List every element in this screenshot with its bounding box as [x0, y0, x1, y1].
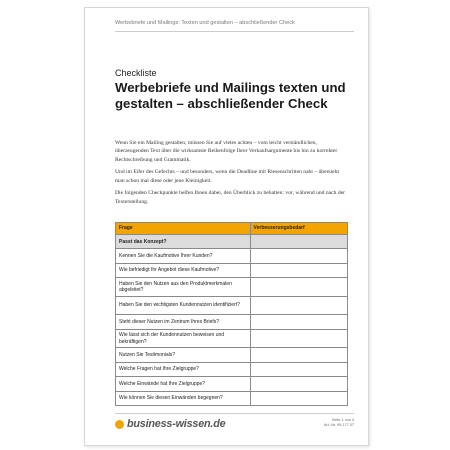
- table-row: [116, 348, 348, 362]
- improvement-cell[interactable]: [250, 377, 347, 391]
- improvement-cell[interactable]: [250, 249, 347, 263]
- improvement-cell[interactable]: [250, 278, 347, 297]
- question-cell: Haben Sie den Nutzen aus den Produktmerkmalen abgeleitet?: [116, 278, 251, 297]
- table-row: [116, 249, 348, 263]
- table-header-row: [116, 223, 348, 235]
- question-cell: Kennen Sie die Kaufmotive Ihrer Kunden?: [116, 249, 251, 263]
- orange-dot-icon: [115, 420, 124, 429]
- improvement-cell[interactable]: [250, 362, 347, 376]
- table-row: [116, 315, 348, 329]
- question-cell: Wie können Sie diesen Einwänden begegnen?: [116, 391, 251, 405]
- page-info: [324, 418, 354, 429]
- intro-paragraph: Die folgenden Checkpunkte helfen Ihnen dabei, den Überblick zu behalten: vor, während und nach der Texterstellung.: [115, 190, 345, 205]
- brand-logo: [115, 418, 225, 430]
- checklist-table: [115, 222, 348, 406]
- document-kind: Checkliste: [115, 68, 157, 78]
- table-row: [116, 362, 348, 376]
- question-cell: Wie lässt sich der Kundennutzen beweisen und bekräftigen?: [116, 329, 251, 348]
- improvement-cell[interactable]: [250, 315, 347, 329]
- question-cell: Steht dieser Nutzen im Zentrum Ihres Briefs?: [116, 315, 251, 329]
- table-row: [116, 263, 348, 277]
- improvement-cell[interactable]: [250, 348, 347, 362]
- question-cell: Nutzen Sie Testimonials?: [116, 348, 251, 362]
- table-row: [116, 377, 348, 391]
- page-number: Seite 1 von 4: [331, 418, 354, 422]
- improvement-cell[interactable]: [250, 263, 347, 277]
- improvement-cell[interactable]: [250, 391, 347, 405]
- table-row: [116, 278, 348, 297]
- table-row: [116, 296, 348, 315]
- question-cell: Wie befriedigt Ihr Angebot diese Kaufmotive?: [116, 263, 251, 277]
- question-cell: Haben Sie den wichtigsten Kundennutzen identifiziert?: [116, 296, 251, 315]
- improvement-cell[interactable]: [250, 296, 347, 315]
- table-row: [116, 329, 348, 348]
- logo-text: business-wissen.de: [127, 418, 226, 430]
- section-empty-cell: [250, 235, 347, 249]
- table-section-row: [116, 235, 348, 249]
- running-header: Werbebriefe und Mailings: Texten und gestalten – abschließender Check: [115, 20, 295, 26]
- document-title: Werbebriefe und Mailings texten und gestalten – abschließender Check: [115, 80, 346, 111]
- table-row: [116, 391, 348, 405]
- header-divider: [115, 31, 354, 32]
- improvement-cell[interactable]: [250, 329, 347, 348]
- intro-paragraph: Wenn Sie ein Mailing gestalten, müssen Sie auf vieles achten – vom leicht verständlichen, überzeugenden Text über die wirksamste Reihenfolge Ihrer Verkaufsargumente bis hin zu korrekter Rechtschreibung und Grammatik.: [115, 140, 338, 163]
- section-label: Passt das Konzept?: [116, 235, 251, 249]
- document-page: [84, 7, 369, 446]
- question-cell: Welche Einwände hat Ihre Zielgruppe?: [116, 377, 251, 391]
- question-cell: Welche Fragen hat Ihre Zielgruppe?: [116, 362, 251, 376]
- intro-text: [115, 139, 347, 211]
- article-number: Art.-Nr. 99.177.07: [324, 423, 354, 428]
- footer-divider: [115, 413, 354, 414]
- column-header-improvement: Verbesserungsbedarf: [250, 223, 347, 235]
- column-header-question: Frage: [116, 223, 251, 235]
- intro-paragraph: Und im Eifer des Gefechts – und besonders, wenn die Deadline mit Riesenschritten naht – übersieht man schon mal diese oder jene Kleinigkeit.: [115, 169, 340, 184]
